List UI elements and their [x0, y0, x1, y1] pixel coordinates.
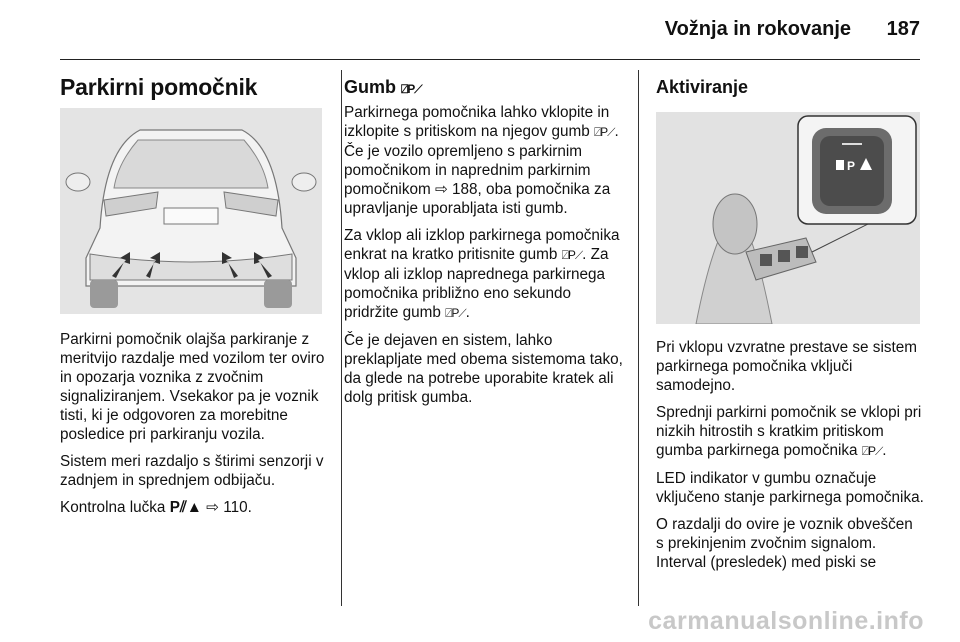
paragraph: Parkirnega pomočnika lahko vklopite in izklopite s pritiskom na njegov gumb ⍁P⟋. Če je vozilo opremljeno s parkirnim pomočnikom in naprednim parkirnim pomočnikom ⇨ 188, oba pomočnika za upravljanje uporabljata isti gumb. [344, 104, 619, 217]
page-number: 187 [886, 18, 920, 40]
parking-button-icon: ⍁P⟋ [445, 306, 466, 320]
column-divider-2 [638, 70, 639, 606]
console-svg [656, 112, 920, 324]
header-rule [60, 59, 920, 60]
parking-button-icon: ⍁P⟋ [561, 248, 583, 262]
paragraph: Sistem meri razdaljo s štirimi senzorji v zadnjem in sprednjem odbijaču. [60, 453, 324, 489]
parking-button-icon: ⍁P⟋ [401, 82, 422, 96]
car-rear-illustration [60, 108, 322, 314]
paragraph: O razdalji do ovire je voznik obveščen s prekinjenim zvočnim signalom. Interval (presledek) med piski se [656, 516, 913, 571]
column-1 [60, 68, 326, 525]
section-title: Aktiviranje [656, 77, 749, 97]
paragraph: Parkirni pomočnik olajša parkiranje z meritvijo razdalje med vozilom ter oviro in opozarja voznika z zvočnim signaliziranjem. Vsekakor pa je voznik tisti, ki je odgovoren za morebitne posledice pri parkiranju vozila. [60, 331, 325, 443]
column-2 [344, 68, 626, 415]
console-button-illustration [656, 112, 920, 324]
paragraph: Sprednji parkirni pomočnik se vklopi pri nizkih hitrostih s kratkim pritiskom gumba parkirnega pomočnika ⍁P⟋. [656, 404, 922, 459]
parking-warning-icon: P⫽▲ [169, 499, 202, 516]
chapter-title: Vožnja in rokovanje [664, 18, 852, 40]
svg-text:P: P [847, 159, 856, 173]
parking-button-icon: ⍁P⟋ [593, 125, 615, 139]
section-title: Gumb ⍁P⟋ [344, 77, 422, 97]
paragraph: Kontrolna lučka P⫽▲ ⇨ 110. [60, 499, 252, 516]
paragraph: Za vklop ali izklop parkirnega pomočnika enkrat na kratko pritisnite gumb ⍁P⟋. Za vklop ali izklop naprednega parkirnega pomočnika približno eno sekundo pridržite gumb ⍁P⟋. [344, 227, 620, 321]
column-3 [656, 68, 924, 580]
page-header [60, 18, 920, 48]
paragraph: Če je dejaven en sistem, lahko preklapljate med obema sistemoma tako, da glede na potrebe uporabite kratek ali dolg pritisk gumba. [344, 332, 623, 406]
section-title: Parkirni pomočnik [60, 74, 258, 100]
parking-button-icon: ⍁P⟋ [861, 444, 883, 458]
paragraph: Pri vklopu vzvratne prestave se sistem parkirnega pomočnika vključi samodejno. [656, 339, 917, 394]
car-rear-svg [60, 108, 322, 314]
watermark: carmanualsonline.info [648, 607, 924, 635]
paragraph: LED indikator v gumbu označuje vključeno stanje parkirnega pomočnika. [656, 470, 924, 506]
column-divider-1 [341, 70, 342, 606]
